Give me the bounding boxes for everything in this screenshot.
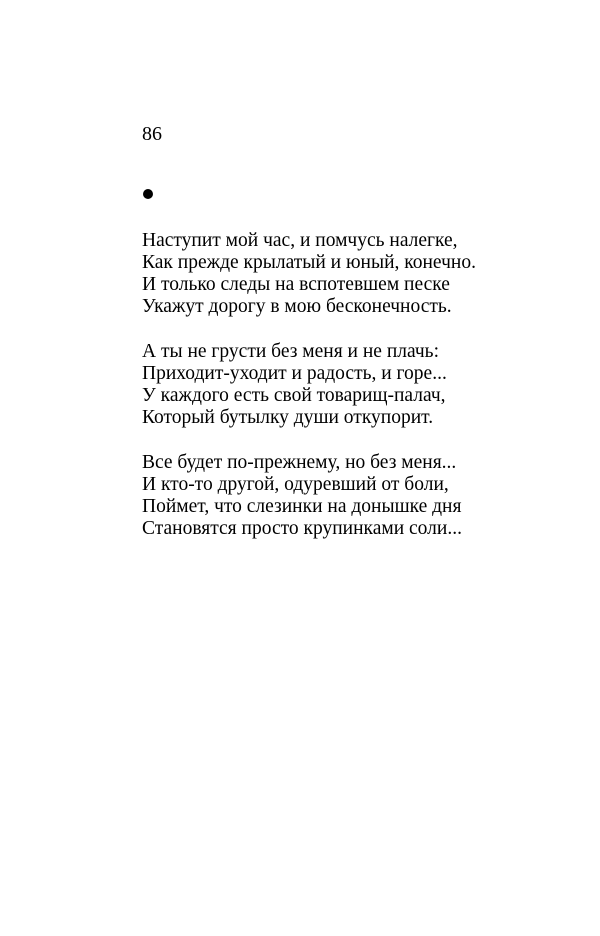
stanza: [142, 452, 522, 540]
poem-line: Все будет по-прежнему, но без меня...: [142, 452, 457, 473]
poem-line: Наступит мой час, и помчусь налегке,: [142, 230, 458, 251]
poem-line: Укажут дорогу в мою бесконечность.: [142, 296, 452, 317]
stanza: [142, 341, 522, 429]
poem-line: Который бутылку души откупорит.: [142, 407, 434, 428]
poem: [142, 230, 522, 563]
poem-line: А ты не грусти без меня и не плачь:: [142, 341, 439, 362]
bullet-ornament: [143, 189, 153, 199]
poem-line: И кто-то другой, одуревший от боли,: [142, 474, 449, 495]
poem-line: Поймет, что слезинки на донышке дня: [142, 496, 462, 517]
poem-line: У каждого есть свой товарищ-палач,: [142, 385, 446, 406]
poem-line: Приходит-уходит и радость, и горе...: [142, 363, 447, 384]
page-number: 86: [142, 123, 162, 145]
poem-line: Становятся просто крупинками соли...: [142, 518, 462, 539]
poem-line: И только следы на вспотевшем песке: [142, 274, 450, 295]
stanza: [142, 230, 522, 318]
poem-line: Как прежде крылатый и юный, конечно.: [142, 252, 476, 273]
